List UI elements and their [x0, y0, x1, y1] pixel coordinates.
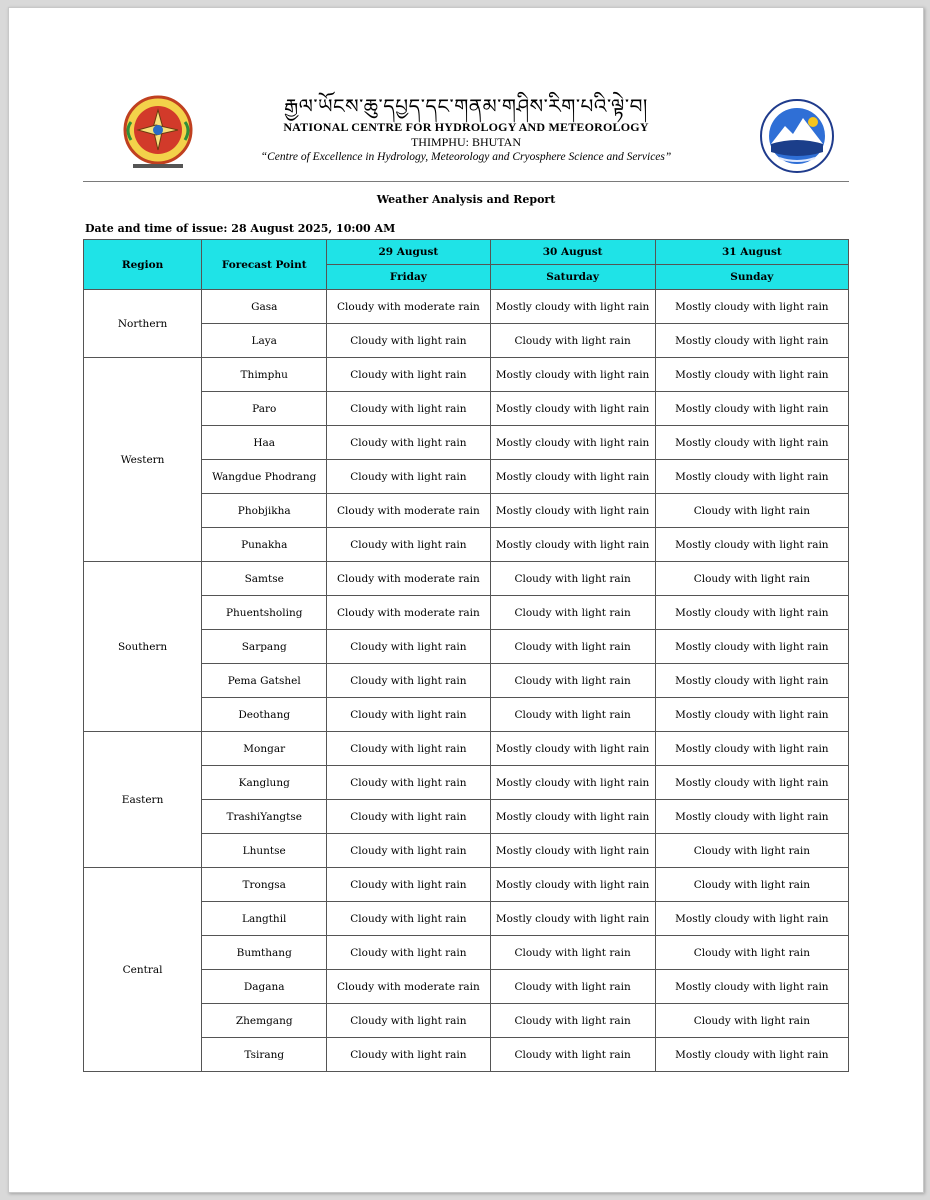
table-row — [84, 562, 849, 596]
forecast-cell: Mostly cloudy with light rain — [655, 1038, 848, 1072]
forecast-point-cell: Haa — [202, 426, 327, 460]
forecast-cell: Mostly cloudy with light rain — [655, 800, 848, 834]
header-divider — [83, 181, 849, 182]
forecast-cell: Mostly cloudy with light rain — [490, 732, 655, 766]
region-cell: Northern — [84, 290, 202, 358]
forecast-cell: Cloudy with light rain — [327, 460, 490, 494]
forecast-cell: Cloudy with light rain — [327, 630, 490, 664]
forecast-cell: Cloudy with light rain — [327, 766, 490, 800]
forecast-point-cell: TrashiYangtse — [202, 800, 327, 834]
letterhead — [9, 8, 923, 188]
forecast-point-cell: Lhuntse — [202, 834, 327, 868]
forecast-cell: Cloudy with light rain — [327, 936, 490, 970]
forecast-point-cell: Kanglung — [202, 766, 327, 800]
forecast-point-cell: Laya — [202, 324, 327, 358]
forecast-cell: Cloudy with light rain — [327, 358, 490, 392]
royal-emblem-icon — [119, 94, 197, 172]
forecast-point-cell: Punakha — [202, 528, 327, 562]
forecast-point-cell: Samtse — [202, 562, 327, 596]
forecast-point-cell: Langthil — [202, 902, 327, 936]
header-day-weekday: Sunday — [655, 265, 848, 290]
forecast-point-cell: Phobjikha — [202, 494, 327, 528]
forecast-point-cell: Paro — [202, 392, 327, 426]
forecast-cell: Mostly cloudy with light rain — [655, 630, 848, 664]
forecast-table-header — [84, 240, 849, 290]
forecast-cell: Cloudy with moderate rain — [327, 596, 490, 630]
forecast-cell: Mostly cloudy with light rain — [490, 426, 655, 460]
forecast-point-cell: Phuentsholing — [202, 596, 327, 630]
forecast-point-cell: Mongar — [202, 732, 327, 766]
forecast-cell: Mostly cloudy with light rain — [655, 902, 848, 936]
organization-name: NATIONAL CENTRE FOR HYDROLOGY AND METEOROLOGY — [283, 120, 649, 134]
region-cell: Central — [84, 868, 202, 1072]
region-cell: Western — [84, 358, 202, 562]
header-day-date: 31 August — [655, 240, 848, 265]
forecast-point-cell: Deothang — [202, 698, 327, 732]
forecast-cell: Mostly cloudy with light rain — [655, 596, 848, 630]
forecast-point-cell: Tsirang — [202, 1038, 327, 1072]
forecast-cell: Mostly cloudy with light rain — [490, 392, 655, 426]
forecast-point-cell: Bumthang — [202, 936, 327, 970]
forecast-cell: Cloudy with moderate rain — [327, 290, 490, 324]
forecast-point-cell: Pema Gatshel — [202, 664, 327, 698]
header-forecast-point: Forecast Point — [202, 240, 327, 290]
forecast-cell: Cloudy with light rain — [327, 528, 490, 562]
forecast-point-cell: Zhemgang — [202, 1004, 327, 1038]
forecast-cell: Mostly cloudy with light rain — [655, 664, 848, 698]
table-row — [84, 358, 849, 392]
forecast-cell: Mostly cloudy with light rain — [655, 324, 848, 358]
forecast-cell: Mostly cloudy with light rain — [655, 528, 848, 562]
forecast-cell: Cloudy with light rain — [327, 834, 490, 868]
header-day-weekday: Saturday — [490, 265, 655, 290]
forecast-cell: Mostly cloudy with light rain — [655, 392, 848, 426]
forecast-cell: Cloudy with light rain — [490, 562, 655, 596]
forecast-cell: Mostly cloudy with light rain — [490, 494, 655, 528]
issue-datetime: Date and time of issue: 28 August 2025, 10:00 AM — [85, 222, 396, 235]
forecast-cell: Cloudy with light rain — [490, 664, 655, 698]
forecast-cell: Cloudy with light rain — [655, 868, 848, 902]
region-cell: Eastern — [84, 732, 202, 868]
forecast-cell: Cloudy with light rain — [490, 596, 655, 630]
forecast-cell: Cloudy with moderate rain — [327, 494, 490, 528]
forecast-cell: Cloudy with moderate rain — [327, 562, 490, 596]
forecast-cell: Cloudy with light rain — [655, 494, 848, 528]
forecast-cell: Mostly cloudy with light rain — [655, 290, 848, 324]
forecast-cell: Mostly cloudy with light rain — [490, 460, 655, 494]
forecast-cell: Cloudy with light rain — [327, 1038, 490, 1072]
document-page — [8, 7, 924, 1193]
forecast-cell: Cloudy with light rain — [490, 1038, 655, 1072]
forecast-cell: Mostly cloudy with light rain — [490, 358, 655, 392]
forecast-table-body — [84, 290, 849, 1072]
forecast-point-cell: Gasa — [202, 290, 327, 324]
header-region: Region — [84, 240, 202, 290]
forecast-cell: Mostly cloudy with light rain — [490, 902, 655, 936]
region-cell: Southern — [84, 562, 202, 732]
forecast-point-cell: Dagana — [202, 970, 327, 1004]
forecast-cell: Mostly cloudy with light rain — [655, 358, 848, 392]
forecast-table — [83, 239, 849, 1072]
forecast-cell: Cloudy with light rain — [327, 324, 490, 358]
forecast-cell: Cloudy with light rain — [327, 392, 490, 426]
forecast-point-cell: Trongsa — [202, 868, 327, 902]
forecast-cell: Cloudy with light rain — [490, 324, 655, 358]
forecast-cell: Cloudy with light rain — [490, 970, 655, 1004]
forecast-cell: Cloudy with light rain — [327, 902, 490, 936]
forecast-cell: Cloudy with light rain — [655, 936, 848, 970]
forecast-cell: Mostly cloudy with light rain — [655, 426, 848, 460]
forecast-cell: Cloudy with light rain — [327, 868, 490, 902]
forecast-cell: Mostly cloudy with light rain — [655, 970, 848, 1004]
organization-city: THIMPHU: BHUTAN — [410, 135, 522, 149]
header-day-weekday: Friday — [327, 265, 490, 290]
forecast-cell: Cloudy with light rain — [490, 698, 655, 732]
forecast-cell: Mostly cloudy with light rain — [490, 528, 655, 562]
forecast-point-cell: Thimphu — [202, 358, 327, 392]
forecast-cell: Mostly cloudy with light rain — [655, 698, 848, 732]
forecast-cell: Mostly cloudy with light rain — [655, 732, 848, 766]
dzongkha-title: རྒྱལ་ཡོངས་ཆུ་དཔྱད་དང་གནམ་གཤིས་རིག་པའི་ལྟེ་བ། — [284, 94, 648, 118]
forecast-cell: Cloudy with light rain — [490, 936, 655, 970]
forecast-cell: Cloudy with light rain — [327, 800, 490, 834]
forecast-point-cell: Sarpang — [202, 630, 327, 664]
forecast-cell: Cloudy with light rain — [655, 834, 848, 868]
forecast-point-cell: Wangdue Phodrang — [202, 460, 327, 494]
forecast-cell: Cloudy with light rain — [327, 1004, 490, 1038]
forecast-cell: Mostly cloudy with light rain — [490, 766, 655, 800]
header-day-date: 29 August — [327, 240, 490, 265]
table-row — [84, 868, 849, 902]
forecast-cell: Cloudy with light rain — [327, 426, 490, 460]
forecast-cell: Cloudy with moderate rain — [327, 970, 490, 1004]
forecast-cell: Cloudy with light rain — [490, 1004, 655, 1038]
nchm-logo-icon — [759, 98, 835, 174]
forecast-cell: Cloudy with light rain — [655, 1004, 848, 1038]
forecast-cell: Mostly cloudy with light rain — [655, 766, 848, 800]
forecast-cell: Mostly cloudy with light rain — [490, 834, 655, 868]
report-title: Weather Analysis and Report — [376, 193, 556, 206]
forecast-cell: Cloudy with light rain — [327, 664, 490, 698]
forecast-cell: Cloudy with light rain — [327, 732, 490, 766]
forecast-cell: Mostly cloudy with light rain — [655, 460, 848, 494]
table-row — [84, 732, 849, 766]
forecast-cell: Mostly cloudy with light rain — [490, 290, 655, 324]
forecast-cell: Mostly cloudy with light rain — [490, 800, 655, 834]
forecast-cell: Cloudy with light rain — [327, 698, 490, 732]
forecast-cell: Mostly cloudy with light rain — [490, 868, 655, 902]
table-row — [84, 290, 849, 324]
forecast-cell: Cloudy with light rain — [490, 630, 655, 664]
forecast-cell: Cloudy with light rain — [655, 562, 848, 596]
organization-tagline: “Centre of Excellence in Hydrology, Meteorology and Cryosphere Science and Services” — [260, 151, 672, 163]
organization-title-block — [209, 94, 723, 164]
header-day-date: 30 August — [490, 240, 655, 265]
